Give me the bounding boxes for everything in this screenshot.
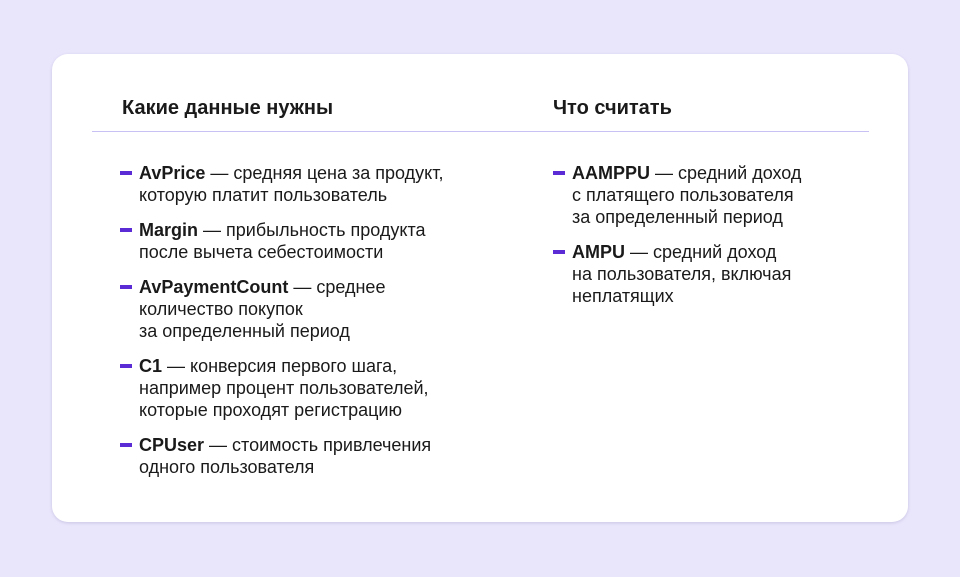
item-description: — среднее количество покупок за определенный период xyxy=(139,277,386,341)
item-description: — прибыльность продукта после вычета себестоимости xyxy=(139,220,426,262)
item-description: — средний доход с платящего пользователя за определенный период xyxy=(572,163,802,227)
bullet-dash-icon xyxy=(553,171,565,175)
item-description: — средняя цена за продукт, которую платит пользователь xyxy=(139,163,444,205)
list-item-avpaymentcount xyxy=(120,276,520,342)
header-divider xyxy=(92,131,869,132)
list-item-cpuser xyxy=(120,434,520,478)
list-item-c1 xyxy=(120,355,520,421)
item-term: AAMPPU xyxy=(572,163,651,183)
list-item-ampu xyxy=(553,241,873,307)
bullet-dash-icon xyxy=(120,228,132,232)
item-description: — стоимость привлечения одного пользователя xyxy=(139,435,432,477)
bullet-dash-icon xyxy=(120,285,132,289)
item-term: AMPU xyxy=(572,242,625,262)
item-term: C1 xyxy=(139,356,163,376)
bullet-dash-icon xyxy=(120,171,132,175)
bullet-dash-icon xyxy=(120,364,132,368)
bullet-dash-icon xyxy=(553,250,565,254)
list-item-avprice xyxy=(120,162,520,206)
left-column-heading: Какие данные нужны xyxy=(122,97,334,119)
item-term: AvPaymentCount xyxy=(139,277,289,297)
item-term: AvPrice xyxy=(139,163,206,183)
left-list xyxy=(120,162,520,491)
right-list xyxy=(553,162,873,320)
list-item-margin xyxy=(120,219,520,263)
item-description: — средний доход на пользователя, включая неплатящих xyxy=(572,242,792,306)
bullet-dash-icon xyxy=(120,443,132,447)
list-item-aamppu xyxy=(553,162,873,228)
item-term: Margin xyxy=(139,220,199,240)
item-description: — конверсия первого шага, например процент пользователей, которые проходят регистрацию xyxy=(139,356,429,420)
right-column-heading: Что считать xyxy=(553,97,672,119)
item-term: CPUser xyxy=(139,435,205,455)
